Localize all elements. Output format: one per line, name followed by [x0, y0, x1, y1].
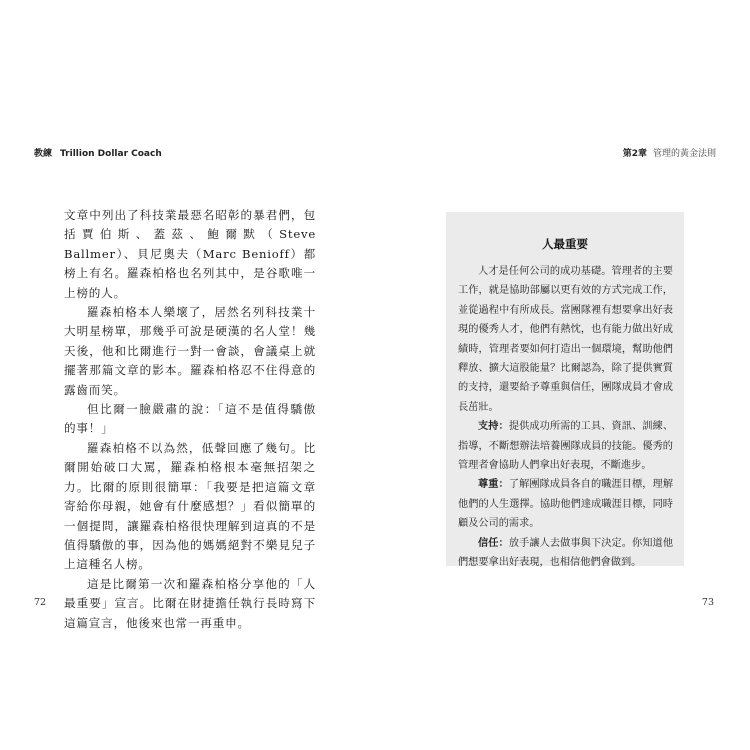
sidebar-box-title: 人最重要	[542, 237, 588, 251]
left-page-body	[64, 206, 316, 633]
sidebar-item-term: 信任：	[478, 537, 509, 549]
header-label: 教練	[34, 149, 53, 159]
sidebar-item	[458, 417, 673, 475]
sidebar-item-text: 了解團隊成員各自的職涯目標，理解他們的人生選擇。協助他們達成職涯目標，同時顧及公司的需求。	[458, 479, 674, 530]
sidebar-item	[458, 475, 673, 533]
book-title: Trillion Dollar Coach	[60, 149, 162, 159]
sidebar-item-text: 放手讓人去做事與下決定。你知道他們想要拿出好表現，也相信他們會做到。	[458, 537, 674, 569]
body-paragraph: 羅森柏格本人樂壞了，居然名列科技業十大明星榜單，那幾乎可說是硬漢的名人堂！幾天後，他和比爾進行一對一會談，會議桌上就擺著那篇文章的影本。羅森柏格忍不住得意的露齒而笑。	[64, 305, 316, 397]
page-number-left: 72	[34, 597, 47, 608]
chapter-number: 第2章	[622, 149, 647, 159]
running-header-left	[34, 146, 162, 159]
sidebar-item-text: 提供成功所需的工具、資訊、訓練、指導，不斷想辦法培養團隊成員的技能。優秀的管理者會協助人們拿出好表現，不斷進步。	[458, 421, 674, 472]
body-paragraph: 羅森柏格不以為然，低聲回應了幾句。比爾開始破口大罵，羅森柏格根本毫無招架之力。比爾的原則很簡單：「我要是把這篇文章寄給你母親，她會有什麼感想？」看似簡單的一個提問，讓羅森柏格很快理解到這真的不是值得驕傲的事，因為他的媽媽絕對不樂見兒子上這種名人榜。	[64, 440, 316, 572]
body-paragraph: 但比爾一臉嚴肅的說：「這不是值得驕傲的事！」	[64, 402, 316, 436]
sidebar-item-term: 支持：	[478, 421, 509, 433]
sidebar-item	[458, 534, 673, 573]
page-number-right: 73	[701, 597, 714, 608]
chapter-title: 管理的黃金法則	[652, 149, 716, 159]
sidebar-intro: 人才是任何公司的成功基礎。管理者的主要工作，就是協助部屬以更有效的方式完成工作，並從過程中有所成長。當團隊裡有想要拿出好表現的優秀人才，他們有熱忱，也有能力做出好成績時，管理者要如何打造出一個環境，幫助他們釋放、擴大這股能量？比爾認為，除了提供實質的支持，還要給予尊重與信任，團隊成員才會成長茁壯。	[458, 266, 673, 413]
running-header-right	[623, 146, 716, 159]
sidebar-item-term: 尊重：	[478, 479, 509, 491]
body-paragraph: 這是比爾第一次和羅森柏格分享他的「人最重要」宣言。比爾在財捷擔任執行長時寫下這篇宣言，他後來也常一再重申。	[64, 576, 316, 630]
body-paragraph: 文章中列出了科技業最惡名昭彰的暴君們，包括賈伯斯、蓋茲、鮑爾默（Steve Ballmer）、貝尼奧夫（Marc Benioff）都榜上有名。羅森柏格也名列其中，是谷歌唯一上榜的人。	[64, 208, 316, 300]
sidebar-box-body	[458, 262, 673, 573]
